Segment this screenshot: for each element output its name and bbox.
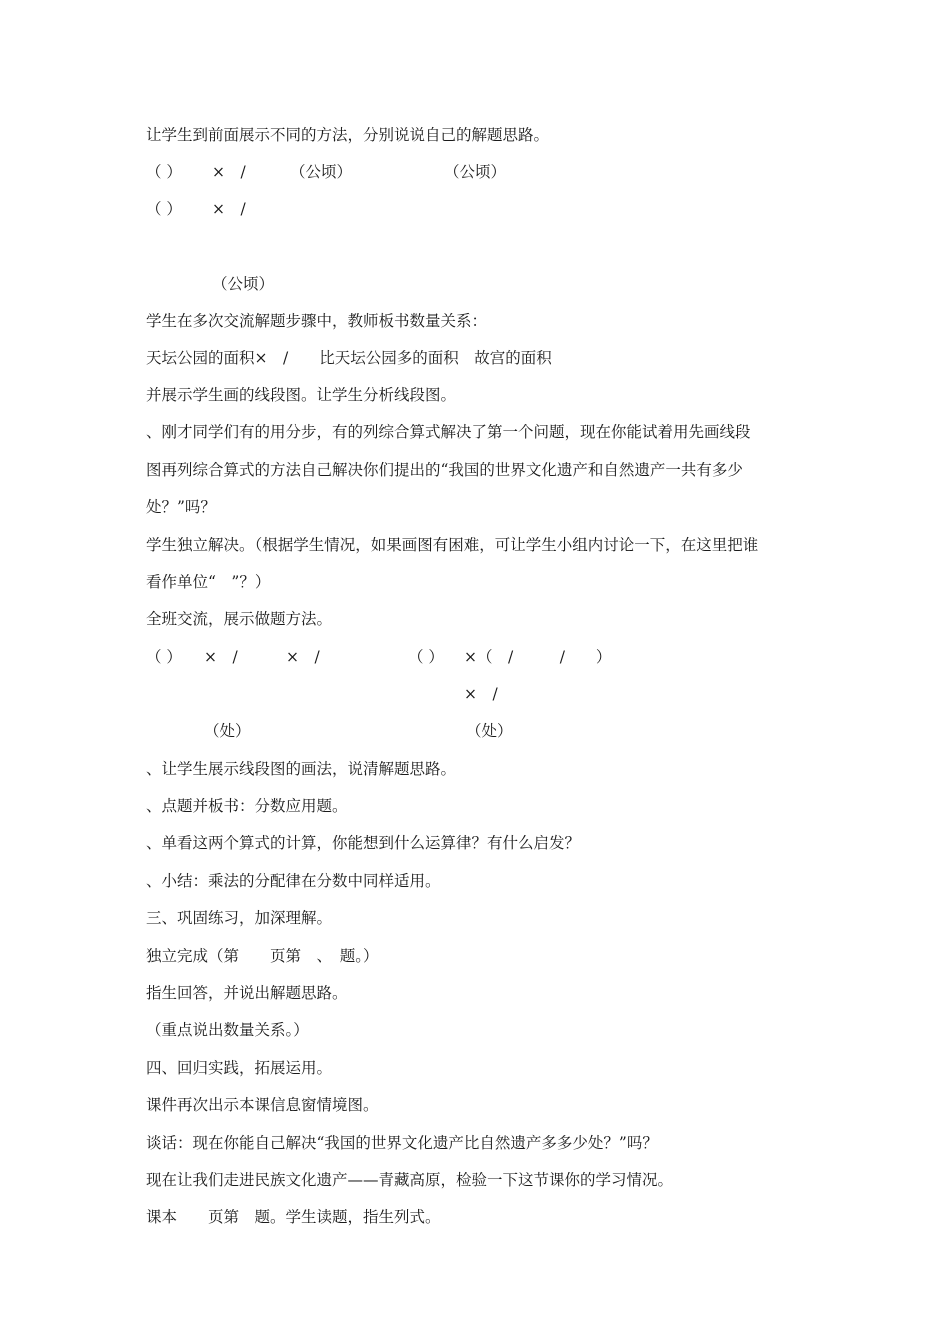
formula-fragment: （ ） — [146, 163, 182, 181]
text-line: 让学生到前面展示不同的方法，分别说说自己的解题思路。 — [146, 126, 550, 144]
formula-unit: （公顷） — [212, 275, 275, 293]
formula-fragment: （ ） — [146, 200, 182, 218]
formula-fragment: ×（ / / ） — [464, 648, 612, 666]
formula-unit: （处） — [466, 722, 513, 740]
formula-fragment: × / — [204, 648, 238, 666]
text-line: 谈话：现在你能自己解决“我国的世界文化遗产比自然遗产多多少处？”吗？ — [146, 1134, 658, 1152]
text-line: 看作单位“ ”？） — [146, 573, 271, 591]
text-line: 图再列综合算式的方法自己解决你们提出的“我国的世界文化遗产和自然遗产一共有多少 — [146, 461, 743, 479]
formula-fragment: × / — [212, 200, 246, 218]
formula-fragment: × / — [286, 648, 320, 666]
text-line: 天坛公园的面积× / 比天坛公园多的面积 故宫的面积 — [146, 349, 552, 367]
formula-fragment: × / — [464, 685, 498, 703]
formula-unit: （公顷） — [444, 163, 507, 181]
text-line: 处？”吗？ — [146, 498, 216, 516]
text-line: 、小结：乘法的分配律在分数中同样适用。 — [146, 872, 441, 890]
text-line: 并展示学生画的线段图。让学生分析线段图。 — [146, 386, 457, 404]
text-line: 课本 页第 题。学生读题，指生列式。 — [146, 1208, 441, 1226]
formula-unit: （处） — [204, 722, 251, 740]
formula-unit: （公顷） — [290, 163, 353, 181]
section-heading: 三、巩固练习，加深理解。 — [146, 909, 333, 927]
text-line: 、刚才同学们有的用分步，有的列综合算式解决了第一个问题，现在你能试着用先画线段 — [146, 423, 751, 441]
section-heading: 四、回归实践，拓展运用。 — [146, 1059, 333, 1077]
text-line: 、让学生展示线段图的画法，说清解题思路。 — [146, 760, 457, 778]
text-line: 课件再次出示本课信息窗情境图。 — [146, 1096, 379, 1114]
text-line: 现在让我们走进民族文化遗产——青藏高原，检验一下这节课你的学习情况。 — [146, 1171, 674, 1189]
text-line: 、单看这两个算式的计算，你能想到什么运算律？有什么启发？ — [146, 834, 581, 852]
text-line: （重点说出数量关系。） — [146, 1021, 309, 1039]
text-line: 指生回答，并说出解题思路。 — [146, 984, 348, 1002]
formula-fragment: （ ） — [408, 648, 444, 666]
formula-fragment: × / — [212, 163, 246, 181]
text-line: 全班交流，展示做题方法。 — [146, 610, 333, 628]
text-line: 学生独立解决。（根据学生情况，如果画图有困难，可让学生小组内讨论一下，在这里把谁 — [146, 536, 759, 554]
text-line: 独立完成（第 页第 、 题。） — [146, 947, 379, 965]
text-line: 学生在多次交流解题步骤中，教师板书数量关系： — [146, 312, 488, 330]
text-line: 、点题并板书：分数应用题。 — [146, 797, 348, 815]
formula-fragment: （ ） — [146, 648, 182, 666]
